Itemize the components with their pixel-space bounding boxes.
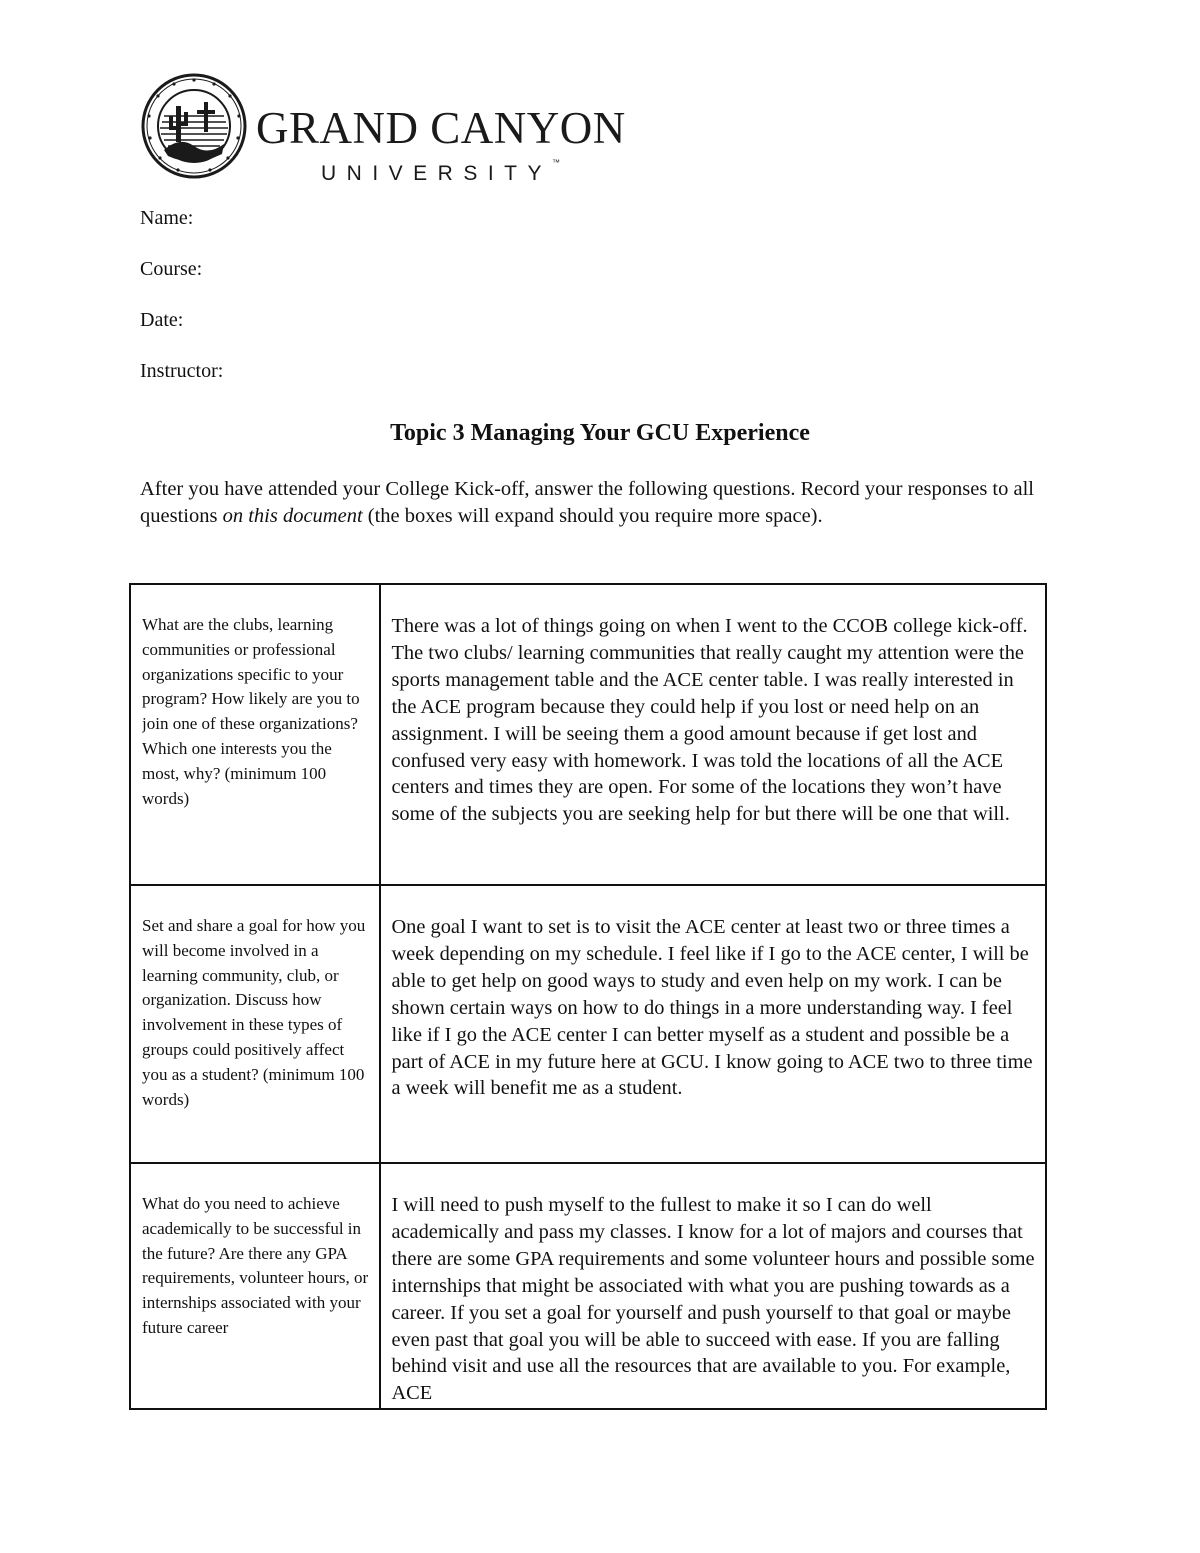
- instructions-emphasis: on this document: [222, 505, 363, 527]
- question-text: What are the clubs, learning communities or professional organizations specific to your program? How likely are you to join one of these organizations? Which one interests you the most, why? (minimum 100 words): [142, 615, 360, 808]
- question-text: Set and share a goal for how you will become involved in a learning community, club, or organization. Discuss how involvement in these types of groups could positively affect you as a student? (minimum 100 words): [142, 916, 366, 1109]
- instructor-label: Instructor:: [140, 360, 224, 382]
- course-label: Course:: [140, 258, 203, 280]
- table-row: [130, 1163, 1046, 1409]
- question-cell: [130, 584, 380, 885]
- table-row: [130, 885, 1046, 1163]
- answer-cell[interactable]: [380, 584, 1046, 885]
- question-text: What do you need to achieve academically to be successful in the future? Are there any GPA requirements, volunteer hours, or internships associated with your future career: [142, 1194, 369, 1337]
- document-title: Topic 3 Managing Your GCU Experience: [390, 420, 810, 446]
- instructions-text-1: After you have attended your College Kick-off, answer the following questions. Record your responses to all questions: [140, 478, 1034, 527]
- answer-cell[interactable]: [380, 885, 1046, 1163]
- instructions-paragraph: [140, 476, 1040, 530]
- logo-subtitle-text: UNIVERSITY: [321, 162, 553, 185]
- answer-cell[interactable]: [380, 1163, 1046, 1409]
- question-cell: [130, 1163, 380, 1409]
- answer-text: One goal I want to set is to visit the ACE center at least two or three times a week depending on my schedule. I feel like if I go to the ACE center, I will be able to get help on good ways to study and even help on my work. I can be shown certain ways on how to do things in a more understanding way. I feel like if I go the ACE center I can better myself as a student and possible be a part of ACE in my future here at GCU. I know going to ACE two to three time a week will benefit me as a student.: [391, 916, 1033, 1100]
- university-seal-icon: [140, 72, 248, 180]
- university-logo: [140, 72, 626, 185]
- logo-subtitle: [321, 158, 561, 185]
- question-cell: [130, 885, 380, 1163]
- instructions-text-2: (the boxes will expand should you require more space).: [362, 505, 823, 527]
- answer-text: I will need to push myself to the fullest to make it so I can do well academically and pass my classes. I know for a lot of majors and courses that there are some GPA requirements and some volunteer hours and possible some internships that might be associated with what you are pushing towards as a career. If you set a goal for yourself and push yourself to that goal or maybe even past that goal you will be able to succeed with ease. If you are falling behind visit and use all the resources that are available to you. For example, ACE: [391, 1194, 1035, 1405]
- logo-wordmark: GRAND CANYON: [256, 103, 626, 153]
- answer-text: There was a lot of things going on when I went to the CCOB college kick-off. The two clubs/ learning communities that really caught my attention were the sports management table and the ACE center table. I was really interested in the ACE program because they could help if you lost or need help on an assignment. I will be seeing them a good amount because if get lost and confused very easy with homework. I was told the locations of all the ACE centers and times they are open. For some of the locations they won’t have some of the subjects you are seeking help for but there will be one that will.: [391, 615, 1028, 826]
- table-row: [130, 584, 1046, 885]
- date-label: Date:: [140, 309, 184, 331]
- question-answer-table: [129, 583, 1047, 1410]
- trademark-mark: ™: [552, 158, 561, 167]
- name-label: Name:: [140, 207, 194, 229]
